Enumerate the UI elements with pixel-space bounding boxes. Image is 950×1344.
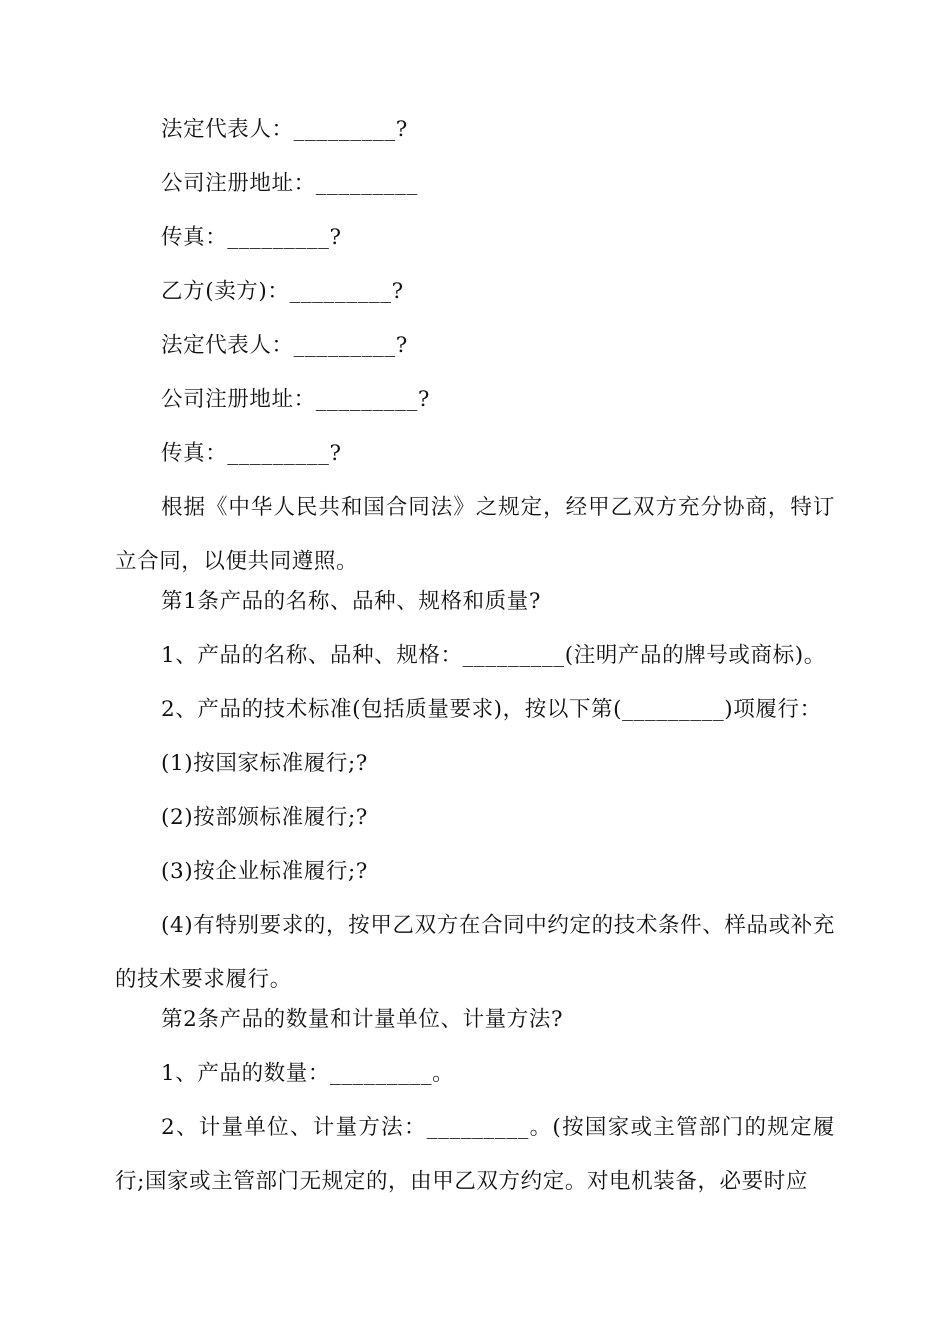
standard-option-1: (1)按国家标准履行;?	[161, 751, 368, 776]
party-b-legal-representative: 法定代表人：_________?	[161, 333, 408, 358]
party-b-registered-address: 公司注册地址：_________?	[161, 387, 430, 412]
party-a-legal-representative: 法定代表人：_________?	[161, 117, 408, 142]
article-2-heading: 第2条产品的数量和计量单位、计量方法?	[161, 1007, 564, 1032]
standard-option-4: (4)有特别要求的，按甲乙双方在合同中约定的技术条件、样品或补充的技术要求履行。	[115, 913, 835, 992]
standard-option-3: (3)按企业标准履行;?	[161, 859, 368, 884]
party-b-seller: 乙方(卖方)：_________?	[161, 279, 404, 304]
preamble-paragraph: 根据《中华人民共和国合同法》之规定，经甲乙双方充分协商，特订立合同，以便共同遵照。	[115, 495, 835, 574]
article-1-heading: 第1条产品的名称、品种、规格和质量?	[161, 589, 542, 614]
party-b-fax: 传真：_________?	[161, 441, 342, 466]
article-1-item-1: 1、产品的名称、品种、规格：_________(注明产品的牌号或商标)。	[161, 643, 826, 668]
article-1-item-2: 2、产品的技术标准(包括质量要求)，按以下第(_________)项履行：	[161, 697, 822, 722]
standard-option-2: (2)按部颁标准履行;?	[161, 805, 368, 830]
party-a-fax: 传真：_________?	[161, 225, 342, 250]
article-2-item-2: 2、计量单位、计量方法：_________。(按国家或主管部门的规定履行;国家或主管部门无规定的，由甲乙双方约定。对电机装备，必要时应	[115, 1115, 835, 1194]
article-2-item-1: 1、产品的数量：_________。	[161, 1061, 455, 1086]
party-a-registered-address: 公司注册地址：_________	[161, 171, 418, 196]
